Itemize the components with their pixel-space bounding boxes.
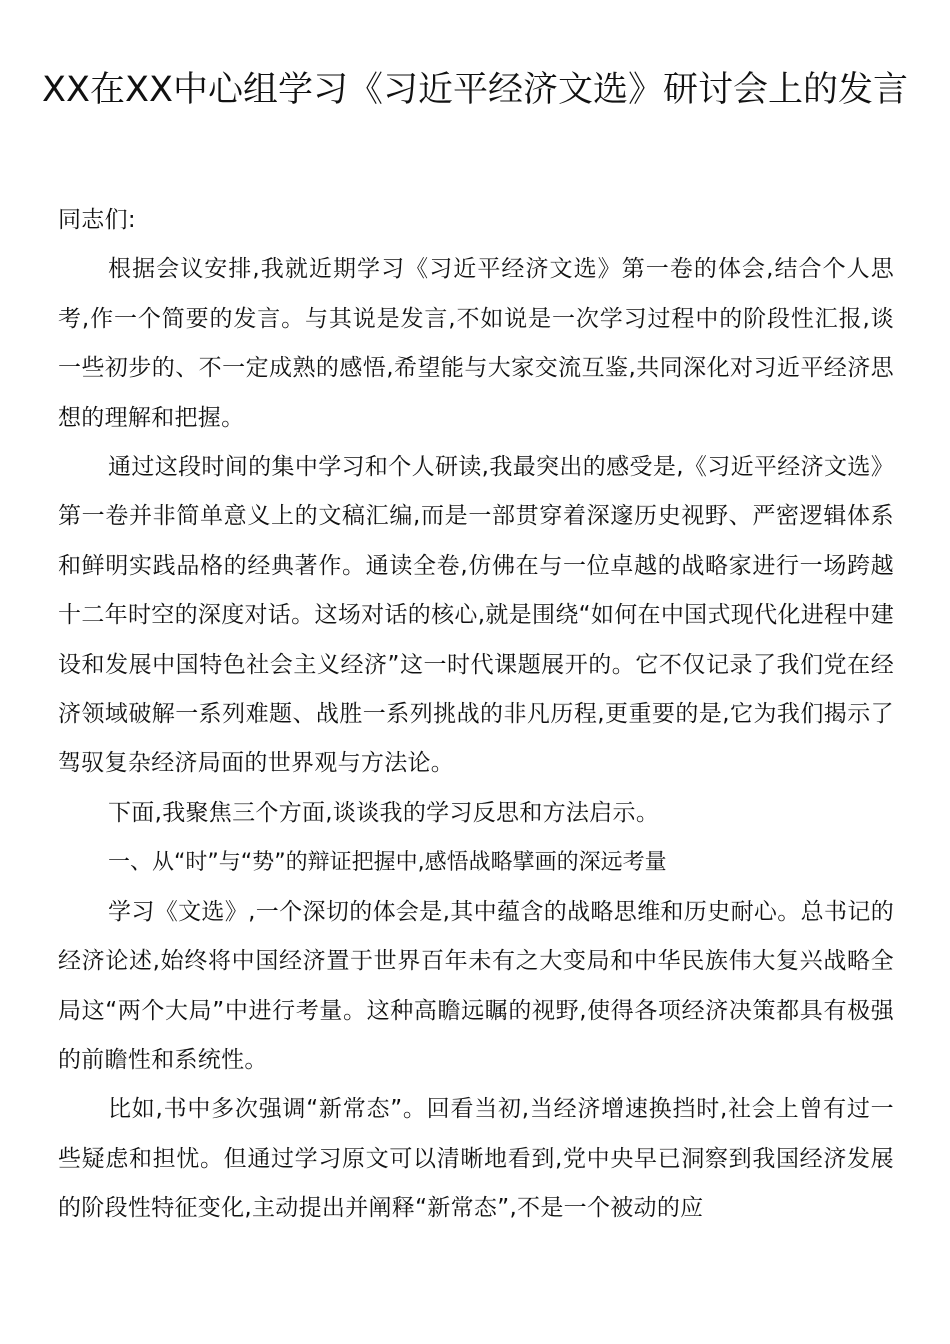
paragraph-intro: 根据会议安排,我就近期学习《习近平经济文选》第一卷的体会,结合个人思考,作一个简要的发言。与其说是发言,不如说是一次学习过程中的阶段性汇报,谈一些初步的、不一定成熟的感悟,希望能与大家交流互鉴,共同深化对习近平经济思想的理解和把握。 xyxy=(58,256,894,431)
paragraph-section1-a: 学习《文选》,一个深切的体会是,其中蕴含的战略思维和历史耐心。总书记的经济论述,始终将中国经济置于世界百年未有之大变局和中华民族伟大复兴战略全局这“两个大局”中进行考量。这种高瞻远瞩的视野,使得各项经济决策都具有极强的前瞻性和系统性。 xyxy=(58,898,894,1073)
paragraph-section1-b: 比如,书中多次强调“新常态”。回看当初,当经济增速换挡时,社会上曾有过一些疑虑和担忧。但通过学习原文可以清晰地看到,党中央早已洞察到我国经济发展的阶段性特征变化,主动提出并阐释“新常态”,不是一个被动的应 xyxy=(58,1096,894,1222)
section-heading-1: 一、从“时”与“势”的辩证把握中,感悟战略擘画的深远考量 xyxy=(108,850,667,876)
paragraph-feeling: 通过这段时间的集中学习和个人研读,我最突出的感受是,《习近平经济文选》第一卷并非简单意义上的文稿汇编,而是一部贯穿着深邃历史视野、严密逻辑体系和鲜明实践品格的经典著作。通读全卷,仿佛在与一位卓越的战略家进行一场跨越十二年时空的深度对话。这场对话的核心,就是围绕“如何在中国式现代化进程中建设和发展中国特色社会主义经济”这一时代课题展开的。它不仅记录了我们党在经济领域破解一系列难题、战胜一系列挑战的非凡历程,更重要的是,它为我们揭示了驾驭复杂经济局面的世界观与方法论。 xyxy=(58,454,894,777)
paragraph-transition: 下面,我聚焦三个方面,谈谈我的学习反思和方法启示。 xyxy=(108,799,660,826)
document-body xyxy=(58,196,894,1234)
document-title: XX在XX中心组学习《习近平经济文选》研讨会上的发言 xyxy=(42,70,908,110)
salutation: 同志们: xyxy=(58,207,136,233)
